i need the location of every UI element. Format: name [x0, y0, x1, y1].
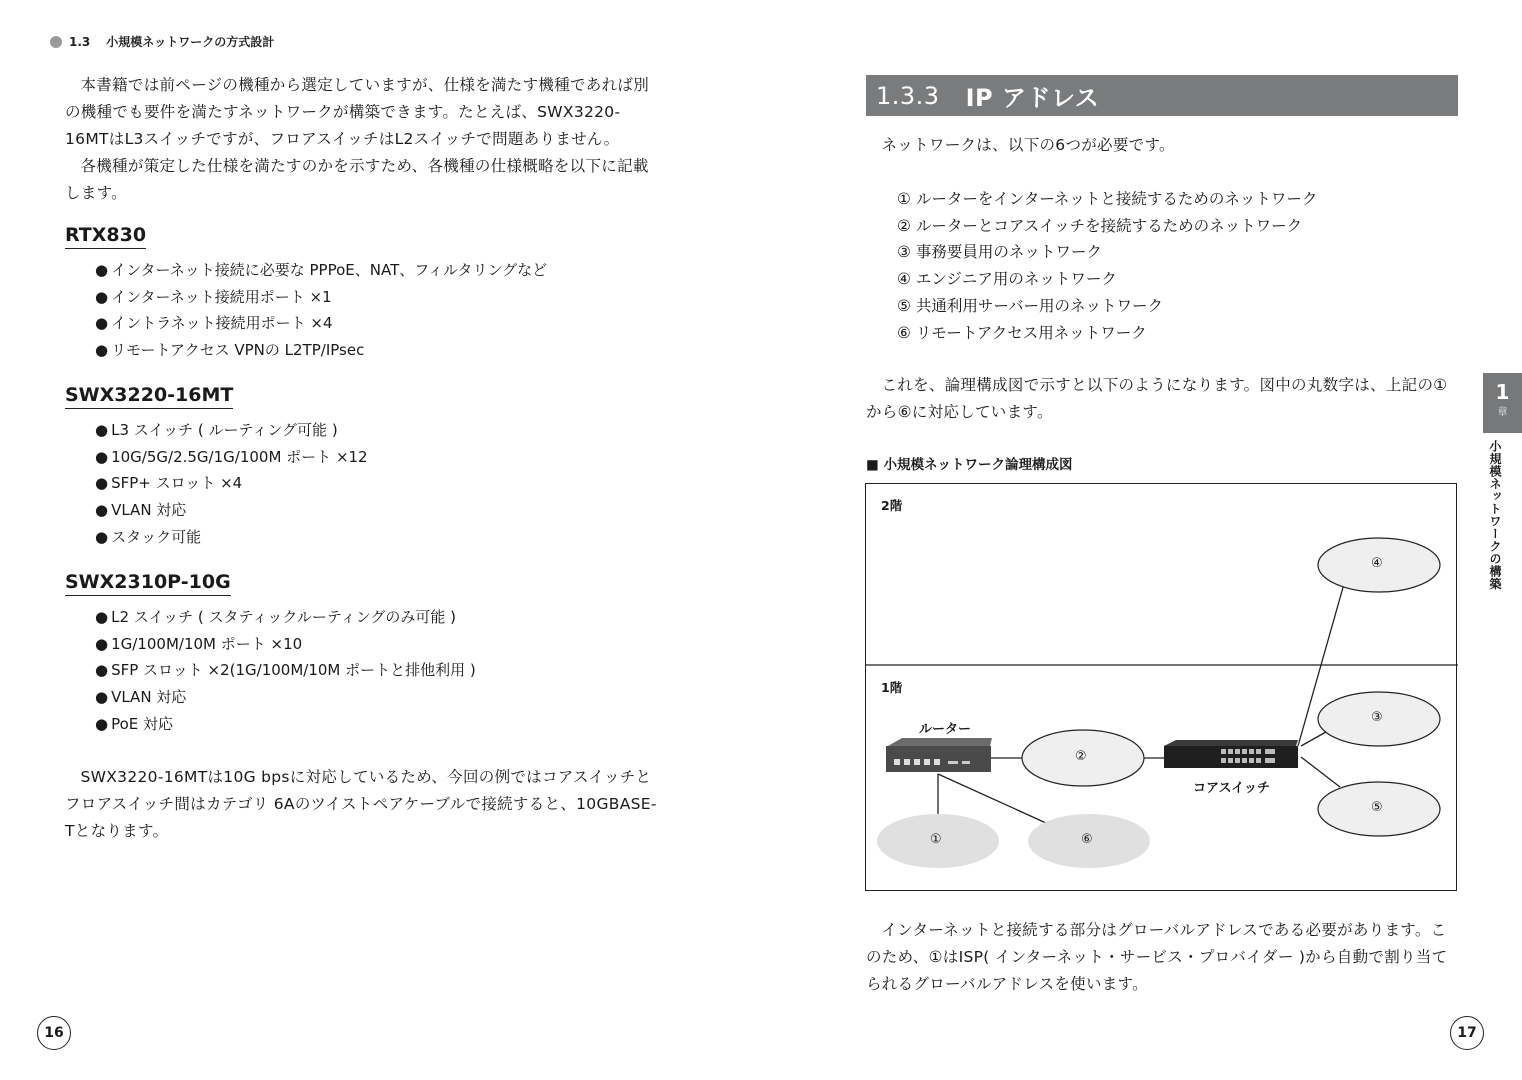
node-6: ⑥ — [1081, 832, 1093, 847]
spec-item: ● インターネット接続用ポート ×1 — [95, 284, 547, 311]
bullet-icon: ● — [95, 661, 109, 680]
chapter-title-vertical: 小規模ネットワークの構築 — [1488, 440, 1502, 590]
intro-paragraph-2: 各機種が策定した仕様を満たすのかを示すため、各機種の仕様概略を以下に記載します。 — [65, 157, 649, 202]
router-icon — [886, 738, 992, 772]
node-1: ① — [930, 832, 942, 847]
node-4: ④ — [1371, 556, 1383, 571]
bullet-icon: ● — [95, 688, 109, 707]
running-head-number: 1.3 — [69, 34, 91, 49]
chapter-number: 1 — [1495, 380, 1510, 404]
model-heading-swx3220: SWX3220-16MT — [65, 384, 233, 409]
floor-2-label: 2階 — [881, 498, 903, 513]
core-switch-icon — [1164, 740, 1298, 768]
swx2310p-spec-list — [95, 604, 476, 738]
network-item-2: ② ルーターとコアスイッチを接続するためのネットワーク — [897, 216, 1303, 235]
section-title: IP アドレス — [965, 84, 1100, 112]
spec-item: ● リモートアクセス VPNの L2TP/IPsec — [95, 337, 547, 364]
rtx830-spec-list — [95, 257, 547, 364]
spec-item: ● VLAN 対応 — [95, 497, 368, 524]
section-number: 1.3.3 — [876, 81, 940, 110]
diagram-canvas — [866, 484, 1458, 892]
spec-item: ● SFP+ スロット ×4 — [95, 470, 368, 497]
node-2: ② — [1075, 749, 1087, 764]
network-item-4: ④ エンジニア用のネットワーク — [897, 270, 1117, 289]
spec-item: ● VLAN 対応 — [95, 684, 476, 711]
floor-1-label: 1階 — [881, 680, 903, 695]
lead-paragraph: ネットワークは、以下の6つが必要です。 — [881, 136, 1175, 154]
network-item-1: ① ルーターをインターネットと接続するためのネットワーク — [897, 190, 1318, 208]
bullet-icon: ● — [95, 527, 109, 546]
router-label: ルーター — [919, 722, 972, 737]
spec-item: ● SFP スロット ×2(1G/100M/10M ポートと排他利用 ) — [95, 657, 476, 684]
bullet-dot-icon — [50, 36, 62, 48]
spec-item: ● L3 スイッチ ( ルーティング可能 ) — [95, 417, 368, 444]
model-heading-rtx830: RTX830 — [65, 224, 146, 249]
bullet-icon: ● — [95, 421, 109, 439]
spec-item: ● 10G/5G/2.5G/1G/100M ポート ×12 — [95, 444, 368, 471]
figure-caption: ■ 小規模ネットワーク論理構成図 — [866, 457, 1073, 473]
explain-text — [866, 372, 1462, 426]
bullet-icon: ● — [95, 341, 109, 360]
spec-item: ● PoE 対応 — [95, 711, 476, 738]
bullet-icon: ● — [95, 447, 109, 466]
spec-item: ● 1G/100M/10M ポート ×10 — [95, 631, 476, 658]
running-head — [50, 33, 274, 50]
bullet-icon: ● — [95, 714, 109, 733]
lead-text — [866, 132, 1458, 159]
core-switch-label: コアスイッチ — [1193, 781, 1270, 796]
network-item-3: ③ 事務要員用のネットワーク — [897, 243, 1102, 262]
closing-paragraph-right: インターネットと接続する部分はグローバルアドレスである必要があります。このため、①はISP( インターネット・サービス・プロバイダー )から自動で割り当てられるグローバルアドレスを使います。 — [866, 921, 1448, 993]
node-3: ③ — [1371, 710, 1383, 725]
closing-text-right — [866, 917, 1462, 998]
bullet-icon: ● — [95, 501, 109, 520]
spec-item: ● L2 スイッチ ( スタティックルーティングのみ可能 ) — [95, 604, 476, 631]
spec-item: ● イントラネット接続用ポート ×4 — [95, 310, 547, 337]
network-item-5: ⑤ 共通利用サーバー用のネットワーク — [897, 296, 1164, 315]
closing-text-left — [65, 764, 657, 845]
node-5: ⑤ — [1371, 800, 1383, 815]
bullet-icon: ● — [95, 608, 109, 626]
intro-text — [65, 72, 657, 207]
bullet-icon: ● — [95, 261, 109, 279]
page-number-right: 17 — [1450, 1016, 1484, 1050]
closing-paragraph-left: SWX3220-16MTは10G bpsに対応しているため、今回の例ではコアスイッチとフロアスイッチ間はカテゴリ 6Aのツイストペアケーブルで接続すると、10GBASE-Tとなります。 — [65, 768, 657, 840]
explain-paragraph: これを、論理構成図で示すと以下のようになります。図中の丸数字は、上記の①から⑥に対応しています。 — [866, 376, 1448, 421]
chapter-label: 章 — [1497, 407, 1508, 418]
swx3220-spec-list — [95, 417, 368, 551]
bullet-icon: ● — [95, 314, 109, 333]
spec-item: ● インターネット接続に必要な PPPoE、NAT、フィルタリングなど — [95, 257, 547, 284]
intro-paragraph-1: 本書籍では前ページの機種から選定していますが、仕様を満たす機種であれば別の機種でも要件を満たすネットワークが構築できます。たとえば、SWX3220-16MTはL3スイッチですが、フロアスイッチはL2スイッチで問題ありません。 — [65, 76, 649, 148]
spec-item: ● スタック可能 — [95, 524, 368, 551]
bullet-icon: ● — [95, 474, 109, 493]
network-diagram — [865, 483, 1457, 891]
bullet-icon: ● — [95, 287, 109, 306]
chapter-tab — [1483, 373, 1522, 433]
network-item-6: ⑥ リモートアクセス用ネットワーク — [897, 323, 1147, 342]
model-heading-swx2310p: SWX2310P-10G — [65, 571, 231, 596]
bullet-icon: ● — [95, 634, 109, 653]
running-head-title: 小規模ネットワークの方式設計 — [106, 35, 275, 49]
section-heading — [866, 75, 1458, 116]
page-number-left: 16 — [37, 1016, 71, 1050]
network-list — [897, 186, 1317, 346]
